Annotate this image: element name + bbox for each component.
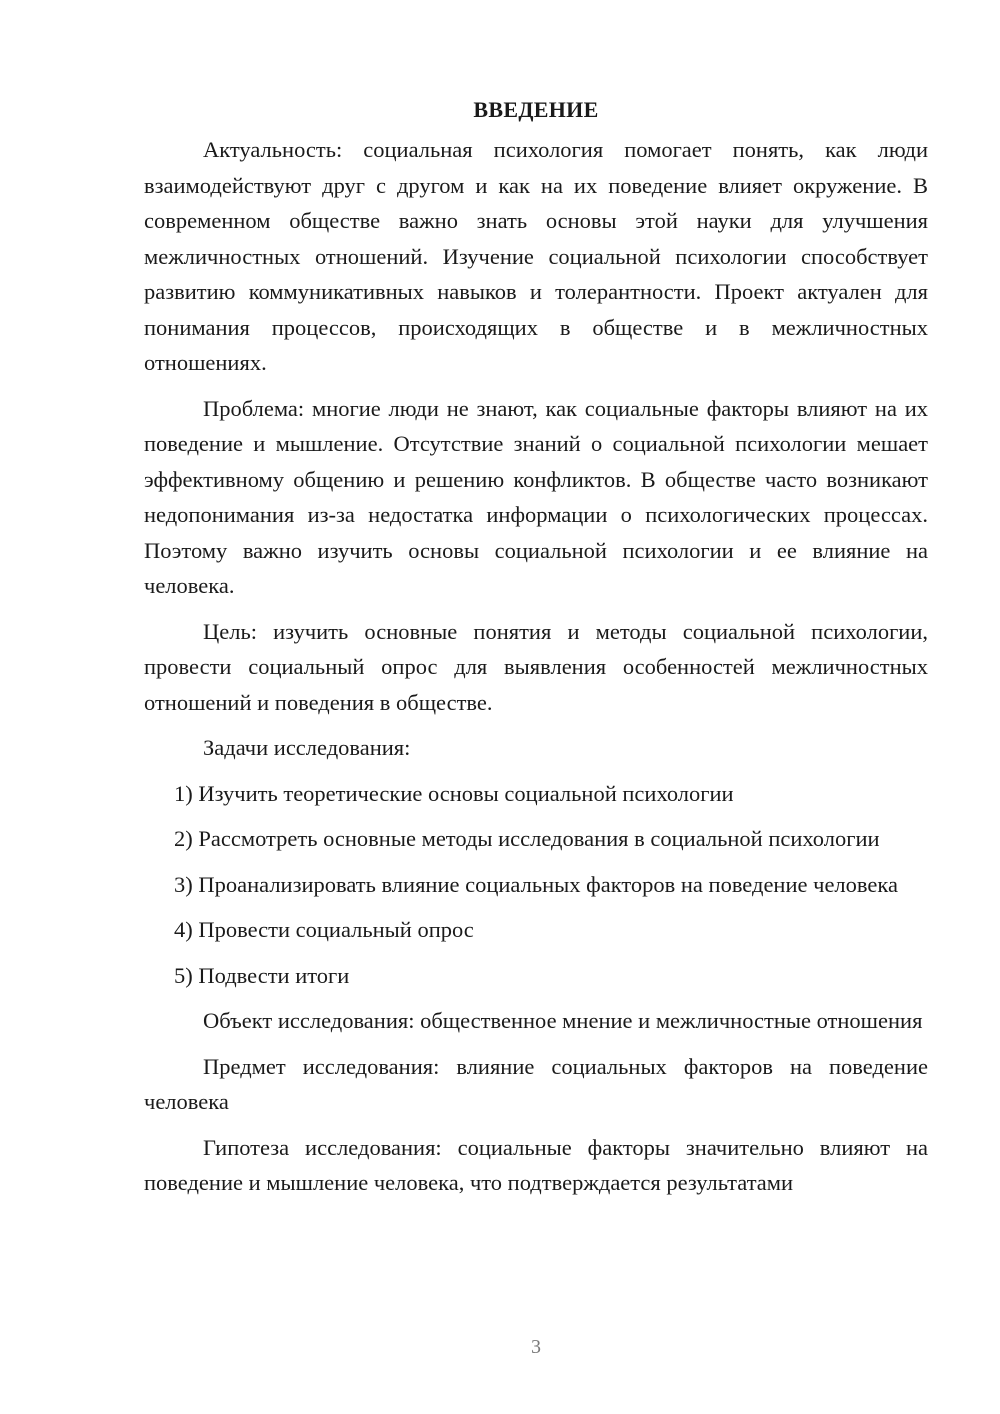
object-paragraph: Объект исследования: общественное мнение и межличностные отношения — [203, 1008, 923, 1033]
goal-paragraph: Цель: изучить основные понятия и методы социальной психологии, провести социальный опрос для выявления особенностей межличностных отношений и поведения в обществе. — [144, 618, 928, 715]
task-item-4: 4) Провести социальный опрос — [174, 917, 474, 942]
task-item-2: 2) Рассмотреть основные методы исследования в социальной психологии — [174, 826, 880, 851]
task-item-5: 5) Подвести итоги — [174, 962, 350, 988]
page-number: 3 — [531, 1336, 541, 1358]
section-heading: ВВЕДЕНИЕ — [473, 97, 599, 122]
subject-paragraph: Предмет исследования: влияние социальных факторов на поведение человека — [144, 1053, 928, 1114]
hypothesis-paragraph: Гипотеза исследования: социальные факторы значительно влияют на поведение и мышление человека, что подтверждается результатами — [144, 1134, 928, 1195]
task-item-1: 1) Изучить теоретические основы социальной психологии — [174, 780, 734, 806]
task-item-3: 3) Проанализировать влияние социальных факторов на поведение человека — [174, 871, 898, 897]
tasks-title: Задачи исследования: — [203, 735, 411, 760]
problem-paragraph: Проблема: многие люди не знают, как социальные факторы влияют на их поведение и мышление. Отсутствие знаний о социальной психологии мешает эффективному общению и решению конфликтов. В обществе часто возникают недопонимания из-за недостатка информации о психологических процессах. Поэтому важно изучить основы социальной психологии и ее влияние на человека. — [144, 395, 928, 598]
page-content — [144, 94, 928, 1211]
relevance-paragraph: Актуальность: социальная психология помогает понять, как люди взаимодействуют друг с другом и как на их поведение влияет окружение. В современном обществе важно знать основы этой науки для улучшения межличностных отношений. Изучение социальной психологии способствует развитию коммуникативных навыков и толерантности. Проект актуален для понимания процессов, происходящих в обществе и в межличностных отношениях. — [144, 137, 928, 375]
